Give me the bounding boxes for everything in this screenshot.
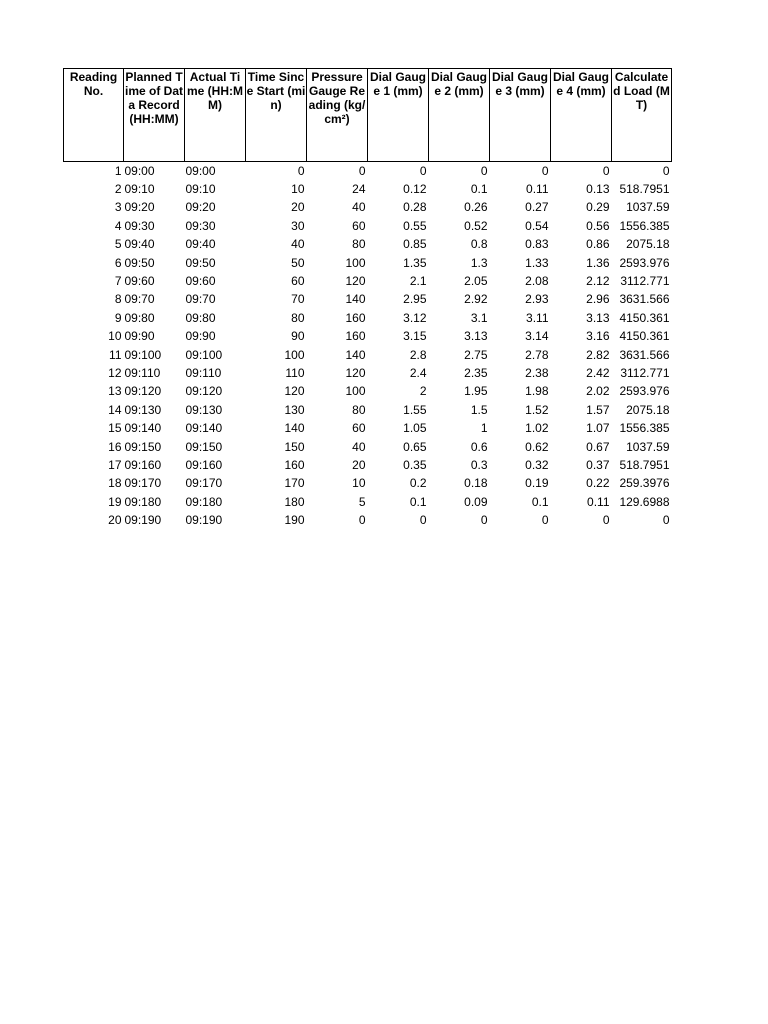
cell-dial-gauge-3: 1.98 bbox=[525, 384, 549, 399]
table-row bbox=[64, 180, 672, 198]
cell-planned-time: 09:170 bbox=[124, 476, 162, 491]
cell-actual-time: 09:190 bbox=[185, 513, 223, 528]
cell-dial-gauge-1: 0 bbox=[419, 164, 427, 179]
cell-calculated-load: 4150.361 bbox=[619, 329, 670, 344]
cell-planned-time: 09:190 bbox=[124, 513, 162, 528]
cell-calculated-load: 0 bbox=[662, 164, 670, 179]
cell-dial-gauge-1: 3.12 bbox=[403, 310, 427, 325]
cell-pressure-reading: 80 bbox=[352, 237, 366, 252]
cell-time-since-start: 40 bbox=[291, 237, 305, 252]
cell-dial-gauge-2: 2.92 bbox=[464, 292, 488, 307]
header-row bbox=[64, 69, 672, 162]
cell-dial-gauge-2: 0 bbox=[480, 164, 488, 179]
cell-calculated-load: 1556.385 bbox=[619, 218, 670, 233]
cell-dial-gauge-3: 0.1 bbox=[531, 494, 549, 509]
cell-reading-no: 8 bbox=[114, 292, 122, 307]
cell-actual-time: 09:10 bbox=[185, 182, 216, 197]
cell-time-since-start: 90 bbox=[291, 329, 305, 344]
cell-calculated-load: 3631.566 bbox=[619, 292, 670, 307]
cell-time-since-start: 150 bbox=[284, 439, 305, 454]
cell-calculated-load: 3631.566 bbox=[619, 347, 670, 362]
cell-dial-gauge-1: 1.05 bbox=[403, 421, 427, 436]
cell-time-since-start: 30 bbox=[291, 218, 305, 233]
cell-time-since-start: 170 bbox=[284, 476, 305, 491]
cell-time-since-start: 80 bbox=[291, 310, 305, 325]
cell-pressure-reading: 100 bbox=[345, 384, 366, 399]
cell-dial-gauge-4: 2.02 bbox=[586, 384, 610, 399]
table-row bbox=[64, 272, 672, 290]
cell-pressure-reading: 20 bbox=[352, 457, 366, 472]
header-calculated-load: Calculated Load (MT) bbox=[612, 69, 672, 162]
cell-reading-no: 20 bbox=[108, 513, 122, 528]
cell-dial-gauge-3: 0.27 bbox=[525, 200, 549, 215]
cell-calculated-load: 259.3976 bbox=[619, 476, 670, 491]
cell-actual-time: 09:180 bbox=[185, 494, 223, 509]
table-row bbox=[64, 309, 672, 327]
cell-pressure-reading: 0 bbox=[358, 513, 366, 528]
cell-dial-gauge-3: 1.33 bbox=[525, 255, 549, 270]
cell-pressure-reading: 60 bbox=[352, 421, 366, 436]
cell-planned-time: 09:70 bbox=[124, 292, 155, 307]
cell-dial-gauge-3: 2.78 bbox=[525, 347, 549, 362]
cell-calculated-load: 2593.976 bbox=[619, 384, 670, 399]
cell-actual-time: 09:70 bbox=[185, 292, 216, 307]
cell-actual-time: 09:130 bbox=[185, 402, 223, 417]
cell-planned-time: 09:40 bbox=[124, 237, 155, 252]
cell-dial-gauge-4: 2.82 bbox=[586, 347, 610, 362]
cell-dial-gauge-4: 0.56 bbox=[586, 218, 610, 233]
cell-pressure-reading: 160 bbox=[345, 329, 366, 344]
cell-dial-gauge-3: 0.19 bbox=[525, 476, 549, 491]
cell-dial-gauge-2: 0.3 bbox=[470, 457, 488, 472]
cell-dial-gauge-4: 0.37 bbox=[586, 457, 610, 472]
table-row bbox=[64, 364, 672, 382]
cell-dial-gauge-4: 0.13 bbox=[586, 182, 610, 197]
cell-reading-no: 4 bbox=[114, 218, 122, 233]
cell-actual-time: 09:90 bbox=[185, 329, 216, 344]
cell-reading-no: 1 bbox=[114, 164, 122, 179]
cell-time-since-start: 20 bbox=[291, 200, 305, 215]
cell-time-since-start: 160 bbox=[284, 457, 305, 472]
cell-actual-time: 09:120 bbox=[185, 384, 223, 399]
cell-time-since-start: 50 bbox=[291, 255, 305, 270]
cell-actual-time: 09:150 bbox=[185, 439, 223, 454]
cell-reading-no: 14 bbox=[108, 402, 122, 417]
cell-actual-time: 09:100 bbox=[185, 347, 223, 362]
cell-reading-no: 18 bbox=[108, 476, 122, 491]
cell-reading-no: 16 bbox=[108, 439, 122, 454]
table-row bbox=[64, 162, 672, 180]
cell-reading-no: 6 bbox=[114, 255, 122, 270]
table-body bbox=[64, 162, 672, 530]
cell-calculated-load: 3112.771 bbox=[620, 365, 670, 380]
cell-planned-time: 09:10 bbox=[124, 182, 155, 197]
cell-dial-gauge-1: 2.1 bbox=[409, 274, 427, 289]
cell-actual-time: 09:140 bbox=[185, 421, 223, 436]
cell-calculated-load: 4150.361 bbox=[619, 310, 670, 325]
table-row bbox=[64, 474, 672, 492]
table-row bbox=[64, 217, 672, 235]
header-planned-time: Planned Time of Data Record (HH:MM) bbox=[124, 69, 185, 162]
cell-dial-gauge-3: 2.08 bbox=[525, 274, 549, 289]
table-row bbox=[64, 290, 672, 308]
cell-pressure-reading: 40 bbox=[352, 200, 366, 215]
cell-calculated-load: 2593.976 bbox=[619, 255, 670, 270]
cell-pressure-reading: 0 bbox=[358, 164, 366, 179]
cell-planned-time: 09:150 bbox=[124, 439, 162, 454]
cell-actual-time: 09:20 bbox=[185, 200, 216, 215]
cell-reading-no: 12 bbox=[108, 365, 122, 380]
cell-planned-time: 09:00 bbox=[124, 164, 155, 179]
cell-dial-gauge-3: 0 bbox=[541, 164, 549, 179]
cell-time-since-start: 10 bbox=[291, 182, 305, 197]
cell-dial-gauge-1: 0.12 bbox=[403, 182, 427, 197]
cell-dial-gauge-3: 1.52 bbox=[525, 402, 549, 417]
cell-actual-time: 09:40 bbox=[185, 237, 216, 252]
cell-pressure-reading: 10 bbox=[352, 476, 366, 491]
cell-calculated-load: 0 bbox=[662, 513, 670, 528]
cell-dial-gauge-4: 2.96 bbox=[586, 292, 610, 307]
cell-planned-time: 09:50 bbox=[124, 255, 155, 270]
cell-planned-time: 09:90 bbox=[124, 329, 155, 344]
table-row bbox=[64, 382, 672, 400]
cell-dial-gauge-2: 2.05 bbox=[464, 274, 488, 289]
header-dial-gauge-2: Dial Gauge 2 (mm) bbox=[429, 69, 490, 162]
table-row bbox=[64, 511, 672, 529]
cell-dial-gauge-2: 0.6 bbox=[470, 439, 488, 454]
cell-dial-gauge-4: 2.42 bbox=[586, 365, 610, 380]
cell-dial-gauge-3: 0.54 bbox=[525, 218, 549, 233]
cell-calculated-load: 518.7951 bbox=[619, 182, 670, 197]
cell-calculated-load: 129.6988 bbox=[619, 494, 670, 509]
header-actual-time: Actual Time (HH:MM) bbox=[185, 69, 246, 162]
cell-dial-gauge-1: 2.4 bbox=[409, 365, 427, 380]
cell-planned-time: 09:140 bbox=[124, 421, 162, 436]
cell-dial-gauge-2: 1 bbox=[480, 421, 488, 436]
cell-dial-gauge-2: 1.95 bbox=[464, 384, 488, 399]
cell-dial-gauge-4: 0.67 bbox=[586, 439, 610, 454]
cell-dial-gauge-3: 0 bbox=[541, 513, 549, 528]
cell-dial-gauge-3: 2.38 bbox=[525, 365, 549, 380]
cell-dial-gauge-1: 0.65 bbox=[403, 439, 427, 454]
cell-pressure-reading: 140 bbox=[345, 347, 366, 362]
cell-planned-time: 09:110 bbox=[124, 365, 161, 380]
cell-reading-no: 17 bbox=[108, 457, 122, 472]
cell-pressure-reading: 100 bbox=[345, 255, 366, 270]
table-row bbox=[64, 235, 672, 253]
cell-dial-gauge-3: 0.32 bbox=[525, 457, 549, 472]
cell-planned-time: 09:20 bbox=[124, 200, 155, 215]
table-row bbox=[64, 401, 672, 419]
load-test-table bbox=[63, 68, 672, 529]
cell-dial-gauge-1: 1.55 bbox=[403, 402, 427, 417]
cell-dial-gauge-4: 0 bbox=[602, 513, 610, 528]
cell-planned-time: 09:180 bbox=[124, 494, 162, 509]
cell-calculated-load: 518.7951 bbox=[619, 457, 670, 472]
cell-dial-gauge-2: 0.52 bbox=[464, 218, 488, 233]
cell-reading-no: 11 bbox=[109, 347, 122, 362]
cell-dial-gauge-3: 0.11 bbox=[526, 182, 549, 197]
cell-pressure-reading: 160 bbox=[345, 310, 366, 325]
cell-dial-gauge-4: 2.12 bbox=[586, 274, 610, 289]
cell-time-since-start: 70 bbox=[291, 292, 305, 307]
cell-dial-gauge-2: 0.8 bbox=[470, 237, 488, 252]
cell-dial-gauge-1: 0.55 bbox=[403, 218, 427, 233]
cell-time-since-start: 180 bbox=[284, 494, 305, 509]
cell-actual-time: 09:110 bbox=[185, 365, 222, 380]
table-row bbox=[64, 345, 672, 363]
cell-calculated-load: 2075.18 bbox=[626, 402, 670, 417]
cell-planned-time: 09:60 bbox=[124, 274, 155, 289]
cell-dial-gauge-4: 1.36 bbox=[586, 255, 610, 270]
cell-dial-gauge-3: 3.14 bbox=[525, 329, 549, 344]
cell-pressure-reading: 5 bbox=[358, 494, 366, 509]
cell-dial-gauge-1: 2.8 bbox=[409, 347, 427, 362]
cell-dial-gauge-1: 0.1 bbox=[409, 494, 427, 509]
cell-planned-time: 09:80 bbox=[124, 310, 155, 325]
header-dial-gauge-3: Dial Gauge 3 (mm) bbox=[490, 69, 551, 162]
cell-dial-gauge-4: 0.22 bbox=[586, 476, 610, 491]
cell-dial-gauge-2: 1.3 bbox=[470, 255, 488, 270]
cell-time-since-start: 100 bbox=[284, 347, 305, 362]
cell-time-since-start: 0 bbox=[297, 164, 305, 179]
cell-dial-gauge-2: 3.13 bbox=[464, 329, 488, 344]
cell-planned-time: 09:30 bbox=[124, 218, 155, 233]
header-reading-no: Reading No. bbox=[64, 69, 124, 162]
cell-dial-gauge-2: 0 bbox=[480, 513, 488, 528]
cell-time-since-start: 190 bbox=[284, 513, 305, 528]
header-dial-gauge-1: Dial Gauge 1 (mm) bbox=[368, 69, 429, 162]
header-time-since-start: Time Since Start (min) bbox=[246, 69, 307, 162]
cell-actual-time: 09:170 bbox=[185, 476, 223, 491]
cell-dial-gauge-1: 2.95 bbox=[403, 292, 427, 307]
cell-reading-no: 19 bbox=[108, 494, 122, 509]
cell-time-since-start: 110 bbox=[285, 365, 305, 380]
cell-calculated-load: 1556.385 bbox=[619, 421, 670, 436]
cell-dial-gauge-4: 0 bbox=[602, 164, 610, 179]
cell-actual-time: 09:80 bbox=[185, 310, 216, 325]
cell-pressure-reading: 40 bbox=[352, 439, 366, 454]
cell-actual-time: 09:30 bbox=[185, 218, 216, 233]
cell-actual-time: 09:50 bbox=[185, 255, 216, 270]
cell-time-since-start: 60 bbox=[291, 274, 305, 289]
cell-planned-time: 09:160 bbox=[124, 457, 162, 472]
cell-dial-gauge-3: 0.83 bbox=[525, 237, 549, 252]
cell-planned-time: 09:130 bbox=[124, 402, 162, 417]
cell-pressure-reading: 120 bbox=[345, 365, 366, 380]
cell-reading-no: 5 bbox=[114, 237, 122, 252]
table-row bbox=[64, 253, 672, 271]
cell-reading-no: 9 bbox=[114, 310, 122, 325]
cell-reading-no: 7 bbox=[114, 274, 122, 289]
header-dial-gauge-4: Dial Gauge 4 (mm) bbox=[551, 69, 612, 162]
cell-calculated-load: 3112.771 bbox=[620, 274, 670, 289]
cell-dial-gauge-4: 0.29 bbox=[586, 200, 610, 215]
table-row bbox=[64, 456, 672, 474]
cell-actual-time: 09:60 bbox=[185, 274, 216, 289]
cell-dial-gauge-1: 3.15 bbox=[403, 329, 427, 344]
cell-dial-gauge-2: 0.26 bbox=[464, 200, 488, 215]
cell-dial-gauge-4: 1.07 bbox=[586, 421, 610, 436]
table-row bbox=[64, 198, 672, 216]
cell-dial-gauge-2: 1.5 bbox=[470, 402, 488, 417]
cell-dial-gauge-4: 1.57 bbox=[586, 402, 610, 417]
cell-reading-no: 10 bbox=[108, 329, 122, 344]
table-row bbox=[64, 419, 672, 437]
cell-dial-gauge-2: 3.1 bbox=[470, 310, 488, 325]
cell-dial-gauge-4: 3.13 bbox=[586, 310, 610, 325]
cell-actual-time: 09:160 bbox=[185, 457, 223, 472]
cell-time-since-start: 130 bbox=[284, 402, 305, 417]
cell-dial-gauge-3: 3.11 bbox=[526, 310, 549, 325]
cell-dial-gauge-2: 2.75 bbox=[464, 347, 488, 362]
cell-dial-gauge-2: 2.35 bbox=[464, 365, 488, 380]
cell-dial-gauge-3: 0.62 bbox=[525, 439, 549, 454]
cell-dial-gauge-4: 3.16 bbox=[586, 329, 610, 344]
cell-reading-no: 13 bbox=[108, 384, 122, 399]
cell-reading-no: 3 bbox=[114, 200, 122, 215]
cell-pressure-reading: 140 bbox=[345, 292, 366, 307]
cell-dial-gauge-1: 0.35 bbox=[403, 457, 427, 472]
cell-pressure-reading: 120 bbox=[345, 274, 366, 289]
cell-planned-time: 09:100 bbox=[124, 347, 162, 362]
cell-dial-gauge-3: 2.93 bbox=[525, 292, 549, 307]
cell-dial-gauge-1: 1.35 bbox=[403, 255, 427, 270]
cell-reading-no: 2 bbox=[114, 182, 122, 197]
cell-time-since-start: 140 bbox=[284, 421, 305, 436]
header-pressure-gauge: Pressure Gauge Reading (kg/cm²) bbox=[307, 69, 368, 162]
cell-dial-gauge-3: 1.02 bbox=[525, 421, 549, 436]
table-row bbox=[64, 493, 672, 511]
cell-actual-time: 09:00 bbox=[185, 164, 216, 179]
cell-dial-gauge-1: 0.85 bbox=[403, 237, 427, 252]
cell-pressure-reading: 60 bbox=[352, 218, 366, 233]
cell-pressure-reading: 80 bbox=[352, 402, 366, 417]
cell-dial-gauge-2: 0.1 bbox=[470, 182, 488, 197]
cell-dial-gauge-4: 0.86 bbox=[586, 237, 610, 252]
cell-calculated-load: 1037.59 bbox=[626, 200, 670, 215]
cell-time-since-start: 120 bbox=[284, 384, 305, 399]
cell-pressure-reading: 24 bbox=[352, 182, 366, 197]
cell-calculated-load: 1037.59 bbox=[626, 439, 670, 454]
cell-dial-gauge-4: 0.11 bbox=[587, 494, 610, 509]
table-row bbox=[64, 327, 672, 345]
cell-planned-time: 09:120 bbox=[124, 384, 162, 399]
cell-dial-gauge-2: 0.18 bbox=[464, 476, 488, 491]
cell-dial-gauge-1: 0.28 bbox=[403, 200, 427, 215]
cell-dial-gauge-1: 2 bbox=[419, 384, 427, 399]
cell-reading-no: 15 bbox=[108, 421, 122, 436]
cell-calculated-load: 2075.18 bbox=[626, 237, 670, 252]
cell-dial-gauge-1: 0 bbox=[419, 513, 427, 528]
table-row bbox=[64, 437, 672, 455]
cell-dial-gauge-1: 0.2 bbox=[409, 476, 427, 491]
cell-dial-gauge-2: 0.09 bbox=[464, 494, 488, 509]
